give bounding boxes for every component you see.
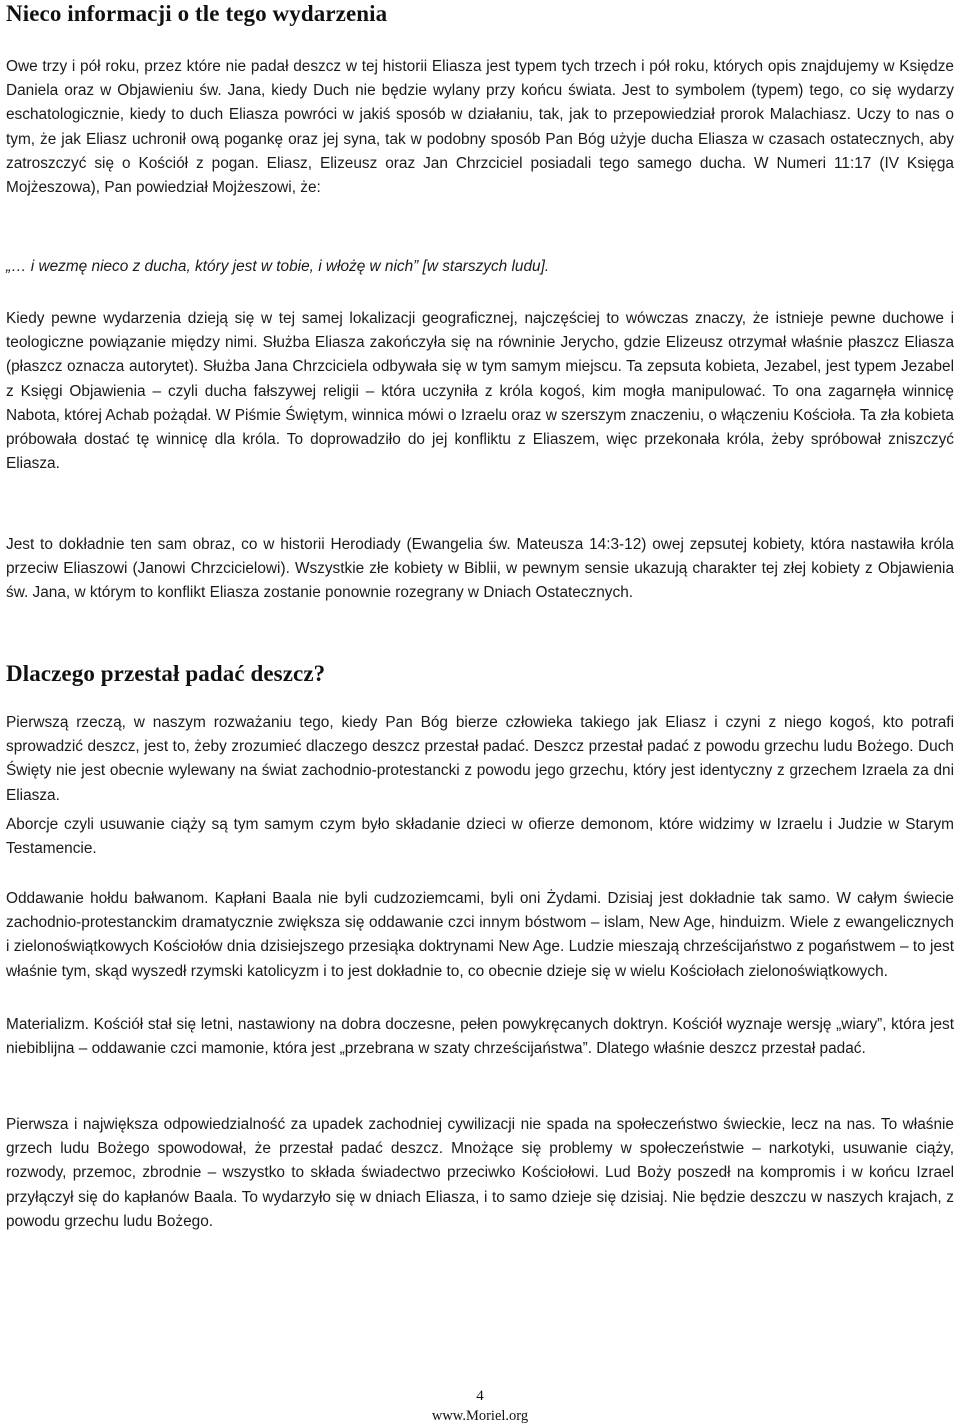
paragraph-geography	[6, 307, 954, 476]
paragraph-text: Pierwszą rzeczą, w naszym rozważaniu tego, kiedy Pan Bóg bierze człowieka takiego jak Eliasz i czyni z niego kogoś, kto potrafi sprowadzić deszcz, jest to, żeby zrozumieć dlaczego deszcz przestał padać. Deszcz przestał padać z powodu grzechu ludu Bożego. Duch Święty nie jest obecnie wylewany na świat zachodnio-protestancki z powodu jego grzechu, który jest identyczny z grzechem Izraela za dni Eliasza.	[6, 714, 954, 804]
paragraph-text: Owe trzy i pół roku, przez które nie padał deszcz w tej historii Eliasza jest typem tych trzech i pół roku, których opis znajdujemy w Księdze Daniela oraz w Objawieniu św. Jana, kiedy Duch nie będzie wylany przy końcu świata. Jest to symbolem (typem) tego, co się wydarzy eschatologicznie, kiedy to duch Eliasza powróci w jakiś sposób w działaniu, tak, jak to przepowiedział prorok Malachiasz. Uczy to nas o tym, że jak Eliasz uchronił ową pogankę oraz jej syna, tak w podobny sposób Pan Bóg użyje ducha Eliasza w czasach ostatecznych, aby zatroszczyć się o Kościół z pogan. Eliasz, Elizeusz oraz Jan Chrzciciel posiadali tego samego ducha. W Numeri 11:17 (IV Księga Mojżeszowa), Pan powiedział Mojżeszowi, że:	[6, 58, 954, 197]
quote-text: „… i wezmę nieco z ducha, który jest w tobie, i włożę w nich” [w starszych ludu].	[6, 258, 550, 275]
paragraph-text: Kiedy pewne wydarzenia dzieją się w tej samej lokalizacji geograficznej, najczęściej to wówczas znaczy, że istnieje pewne duchowe i teologiczne powiązanie między nimi. Służba Eliasza zakończyła się na równinie Jerycho, gdzie Elizeusz otrzymał właśnie płaszcz Eliasza (płaszcz oznacza autorytet). Służba Jana Chrzciciela odbywała się w tym samym miejscu. Ta zepsuta kobieta, Jezabel, jest typem Jezabel z Księgi Objawienia – czyli ducha fałszywej religii – która uczyniła z króla kogoś, kim mogła manipulować. To ona zagarnęła winnicę Nabota, której Achab pożądał. W Piśmie Świętym, winnica mówi o Izraelu oraz w szerszym znaczeniu, o włączeniu Kościoła. Ta zła kobieta próbowała dostać tę winnicę dla króla. To doprowadziło do jej konfliktu z Eliaszem, więc przekonała króla, żeby spróbował zniszczyć Eliasza.	[6, 310, 954, 473]
paragraph-responsibility	[6, 1113, 954, 1234]
paragraph-abortion	[6, 813, 954, 861]
paragraph-first-thing	[6, 711, 954, 808]
paragraph-text: Pierwsza i największa odpowiedzialność za upadek zachodniej cywilizacji nie spada na społeczeństwo świeckie, lecz na nas. To właśnie grzech ludu Bożego spowodował, że przestał padać deszcz. Mnożące się problemy w społeczeństwie – narkotyki, usuwanie ciąży, rozwody, przemoc, zbrodnie – wszystko to składa świadectwo przeciwko Kościołowi. Lud Boży poszedł na kompromis i w końcu Izrael przyłączył się do kapłanów Baala. To wydarzyło się w dniach Eliasza, i to samo dzieje się dzisiaj. Nie będzie deszczu w naszych krajach, z powodu grzechu ludu Bożego.	[6, 1116, 954, 1230]
paragraph-text: Materializm. Kościół stał się letni, nastawiony na dobra doczesne, pełen powykręcanych doktryn. Kościół wyznaje wersję „wiary”, która jest niebiblijna – oddawanie czci mamonie, która jest „przebrana w szaty chrześcijaństwa”. Dlatego właśnie deszcz przestał padać.	[6, 1016, 954, 1058]
paragraph-text: Jest to dokładnie ten sam obraz, co w historii Herodiady (Ewangelia św. Mateusza 14:3-12) owej zepsutej kobiety, która nastawiła króla przeciw Eliaszowi (Janowi Chrzcicielowi). Wszystkie złe kobiety w Biblii, w pewnym sensie ukazują charakter tej złej kobiety z Objawienia św. Jana, w którym to konflikt Eliasza zostanie ponownie rozegrany w Dniach Ostatecznych.	[6, 536, 954, 602]
paragraph-idolatry	[6, 887, 954, 984]
paragraph-background-intro	[6, 55, 954, 200]
paragraph-herodiada	[6, 533, 954, 606]
paragraph-text: Oddawanie hołdu bałwanom. Kapłani Baala nie byli cudzoziemcami, byli oni Żydami. Dzisiaj jest dokładnie tak samo. W całym świecie zachodnio-protestanckim dramatycznie zwiększa się oddawanie czci innym bóstwom – islam, New Age, hinduizm. Wiele z ewangelicznych i zielonoświątkowych Kościołów dnia dzisiejszego przesiąka doktrynami New Age. Ludzie mieszają chrześcijaństwo z pogaństwem – to jest właśnie tym, skąd wyszedł rzymski katolicyzm i to jest dokładnie to, co obecnie dzieje się w wielu Kościołach zielonoświątkowych.	[6, 890, 954, 980]
footer-site-url[interactable]: www.Moriel.org	[431, 1408, 529, 1424]
section-heading-rain: Dlaczego przestał padać deszcz?	[6, 661, 326, 686]
paragraph-materialism	[6, 1013, 954, 1061]
section-heading-background: Nieco informacji o tle tego wydarzenia	[6, 1, 388, 26]
paragraph-text: Aborcje czyli usuwanie ciąży są tym samym czym było składanie dzieci w ofierze demonom, które widzimy w Izraelu i Judzie w Starym Testamencie.	[6, 816, 954, 858]
page-number: 4	[476, 1388, 484, 1404]
quote-numeri	[6, 255, 954, 279]
